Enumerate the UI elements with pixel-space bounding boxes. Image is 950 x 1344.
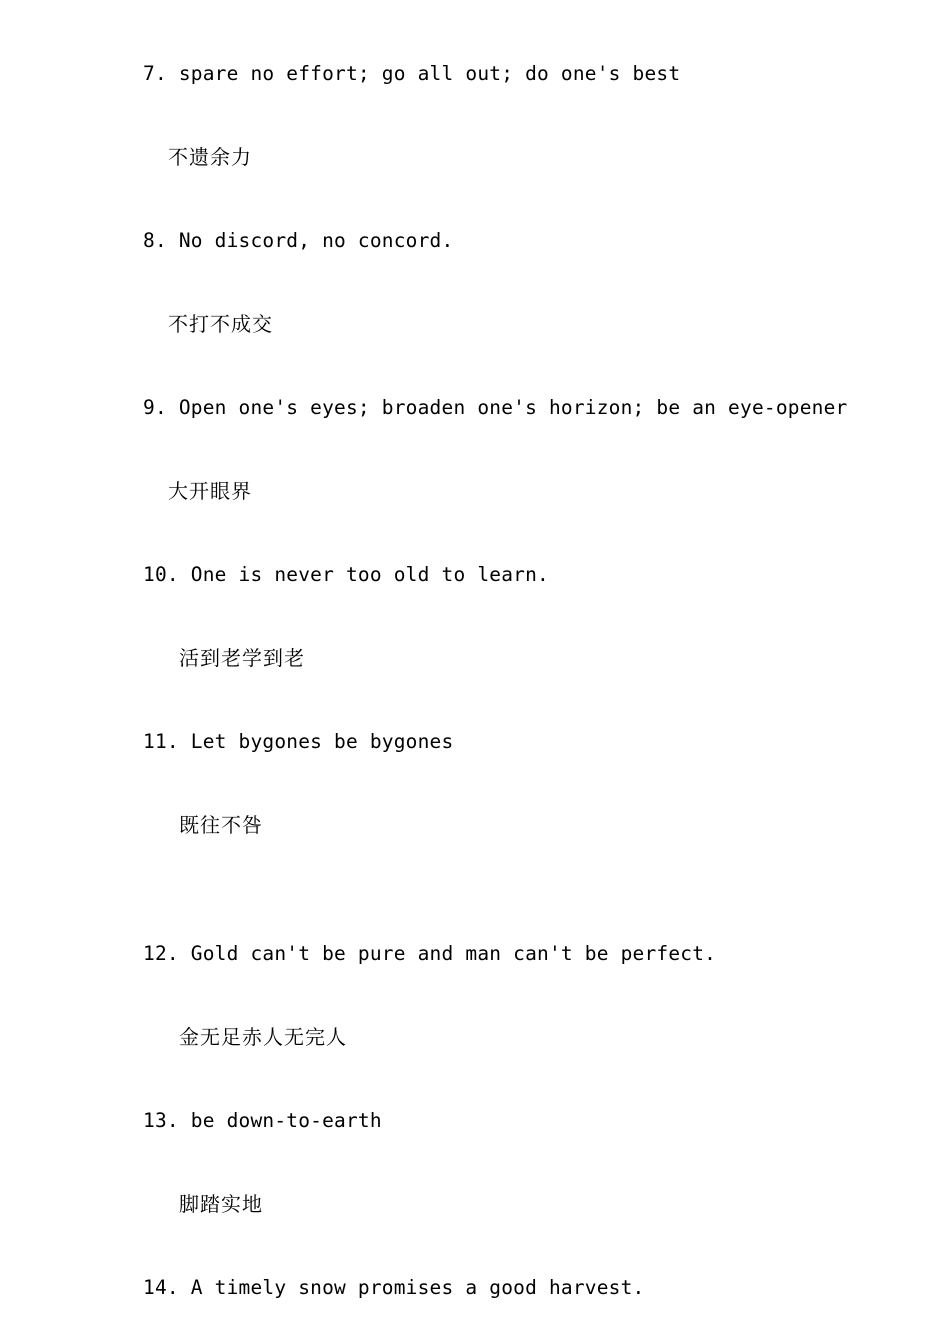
entry-11-chinese: 既往不咎 [179,813,263,837]
entry-7-chinese: 不遗余力 [168,145,252,169]
entry-8-english: 8. No discord, no concord. [143,229,454,252]
entry-12-english: 12. Gold can't be pure and man can't be perfect. [143,942,717,965]
entry-13-chinese: 脚踏实地 [179,1192,263,1216]
entry-14-english: 14. A timely snow promises a good harvest. [143,1276,645,1299]
entry-11-english: 11. Let bygones be bygones [143,730,454,753]
entry-8-chinese: 不打不成交 [168,312,273,336]
entry-7-english: 7. spare no effort; go all out; do one's best [143,62,681,85]
entry-9-chinese: 大开眼界 [168,479,252,503]
entry-9-english: 9. Open one's eyes; broaden one's horizon; be an eye-opener [143,396,848,419]
entry-12-chinese: 金无足赤人无完人 [179,1025,347,1049]
entry-10-chinese: 活到老学到老 [179,646,305,670]
entry-13-english: 13. be down-to-earth [143,1109,382,1132]
entry-10-english: 10. One is never too old to learn. [143,563,549,586]
